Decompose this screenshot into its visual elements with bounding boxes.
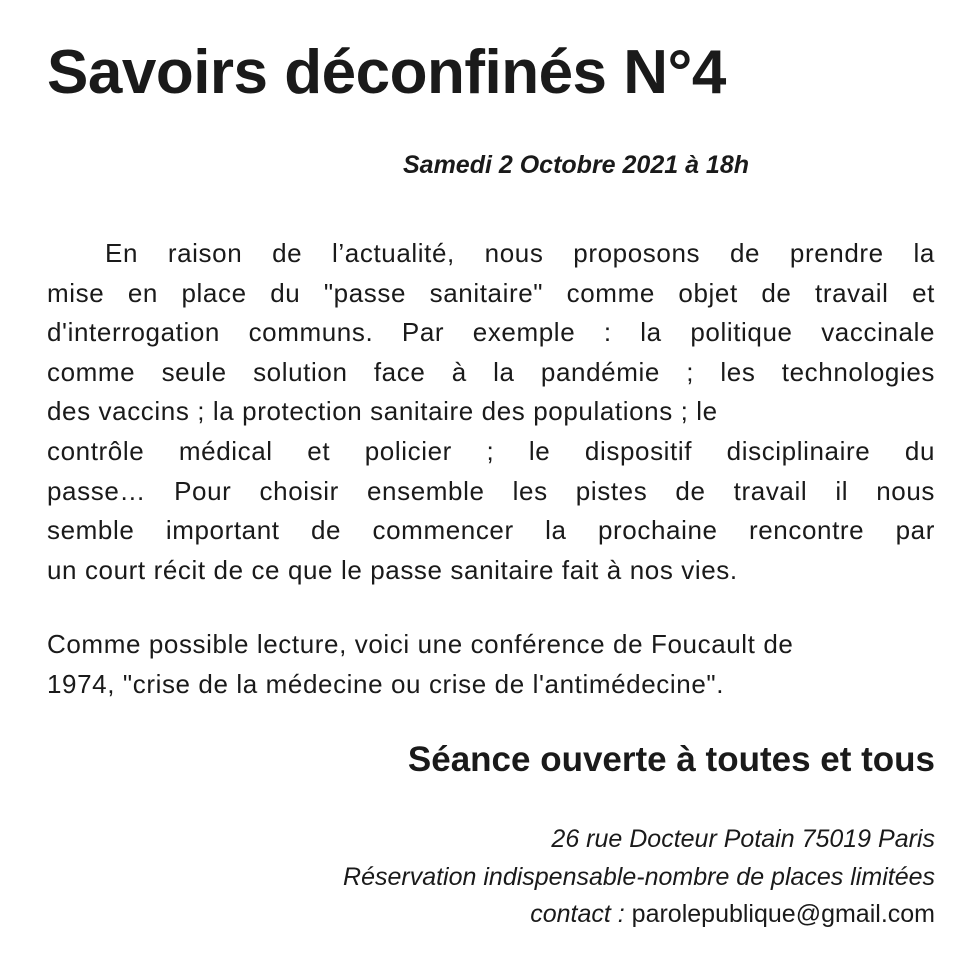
address-line: 26 rue Docteur Potain 75019 Paris <box>551 825 935 853</box>
paragraph-line: passe… Pour choisir ensemble les pistes de travail il nous <box>47 475 935 506</box>
paragraph-line: comme seule solution face à la pandémie ; les technologies <box>47 356 935 387</box>
flyer-page <box>47 0 935 980</box>
paragraph-line: mise en place du "passe sanitaire" comme objet de travail et <box>47 277 935 308</box>
reading-paragraph <box>47 625 935 704</box>
reading-line: Comme possible lecture, voici une conférence de Foucault de <box>47 629 794 659</box>
reservation-line: Réservation indispensable-nombre de places limitées <box>343 862 935 891</box>
paragraph-line: semble important de commencer la prochaine rencontre par <box>47 515 935 546</box>
paragraph-line: d'interrogation communs. Par exemple : la politique vaccinale <box>47 317 935 348</box>
page-title: Savoirs déconfinés N°4 <box>47 38 726 107</box>
description-paragraph <box>47 234 935 590</box>
paragraph-line: contrôle médical et policier ; le dispositif disciplinaire du <box>47 435 935 466</box>
contact-label: contact : <box>530 900 625 928</box>
contact-email[interactable]: parolepublique@gmail.com <box>631 900 935 928</box>
event-date: Samedi 2 Octobre 2021 à 18h <box>403 151 750 179</box>
paragraph-line: En raison de l’actualité, nous proposons de prendre la <box>105 238 935 268</box>
reading-line: 1974, "crise de la médecine ou crise de l'antimédecine". <box>47 668 725 699</box>
event-info <box>343 821 935 934</box>
paragraph-line: des vaccins ; la protection sanitaire des populations ; le <box>47 396 718 427</box>
session-heading: Séance ouverte à toutes et tous <box>407 740 935 779</box>
contact-line <box>343 896 935 934</box>
paragraph-line: un court récit de ce que le passe sanitaire fait à nos vies. <box>47 554 738 585</box>
